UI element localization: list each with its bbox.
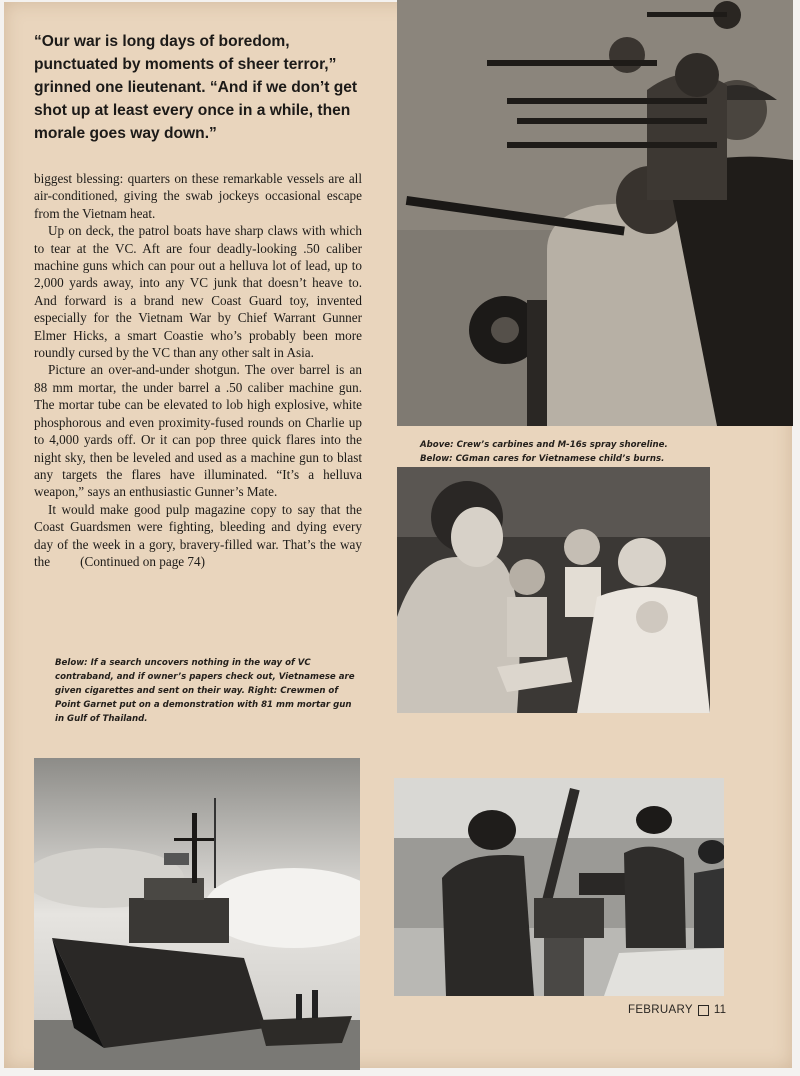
photo-mortar-demo bbox=[394, 778, 724, 996]
paragraph-1: biggest blessing: quarters on these remarkable vessels are all air-conditioned, giving the swab jockeys occasional escape from the Vietnam heat. bbox=[34, 171, 362, 221]
paragraph-4 bbox=[34, 501, 362, 571]
page-number: 11 bbox=[713, 1004, 727, 1016]
paragraph-4-text: It would make good pulp magazine copy to say that the Coast Guardsmen were fighting, bleeding and dying every day of the week in a gory, bravery-filled war. That’s the way the bbox=[34, 501, 362, 569]
photo-crew-firing bbox=[397, 0, 793, 426]
continued-note: (Continued on page 74) bbox=[80, 553, 206, 569]
paragraph-2: Up on deck, the patrol boats have sharp claws with which to tear at the VC. Aft are four deadly-looking .50 caliber machine guns which can pour out a helluva lot of lead, up to 2,000 yards away, into any VC junk that doesn’t heave to. And forward is a brand new Coast Guard toy, invented especially for the Vietnam War by Chief Warrant Gunner Elmer Hicks, a smart Coastie who’s probably been more roundly cursed by the VC than any other salt in Asia. bbox=[34, 223, 362, 361]
photo-cgman-child bbox=[397, 467, 710, 713]
article-body bbox=[34, 170, 362, 570]
square-box-icon bbox=[698, 1005, 709, 1016]
footer-month: FEBRUARY bbox=[628, 1004, 693, 1016]
pull-quote: “Our war is long days of boredom, punctuated by moments of sheer terror,” grinned one lieutenant. “And if we don’t get shot up at least every once in a while, then morale goes way down.” bbox=[34, 33, 358, 142]
caption-right bbox=[420, 438, 740, 466]
paragraph-3: Picture an over-and-under shotgun. The over barrel is an 88 mm mortar, the under barrel a .50 caliber machine gun. The mortar tube can be elevated to lob high explosive, white phosphorous and even proximity-fused rounds on Charlie up to 4,000 yards off. Or it can pop three quick flares into the night sky, then be leveled and used as a machine gun to blast any targets the flares have illuminated. “It’s a helluva weapon,” says an enthusiastic Gunner’s Mate. bbox=[34, 362, 362, 500]
photo-patrol-boat bbox=[34, 758, 360, 1070]
page-footer bbox=[628, 1004, 726, 1016]
caption-above: Above: Crew’s carbines and M-16s spray shoreline. bbox=[420, 440, 668, 450]
caption-left: Below: If a search uncovers nothing in the way of VC contraband, and if owner’s papers check out, Vietnamese are given cigarettes and sent on their way. Right: Crewmen of Point Garnet put on a demonstration with 81 mm mortar gun in Gulf of Thailand. bbox=[55, 658, 355, 724]
caption-below: Below: CGman cares for Vietnamese child’s burns. bbox=[420, 454, 665, 464]
